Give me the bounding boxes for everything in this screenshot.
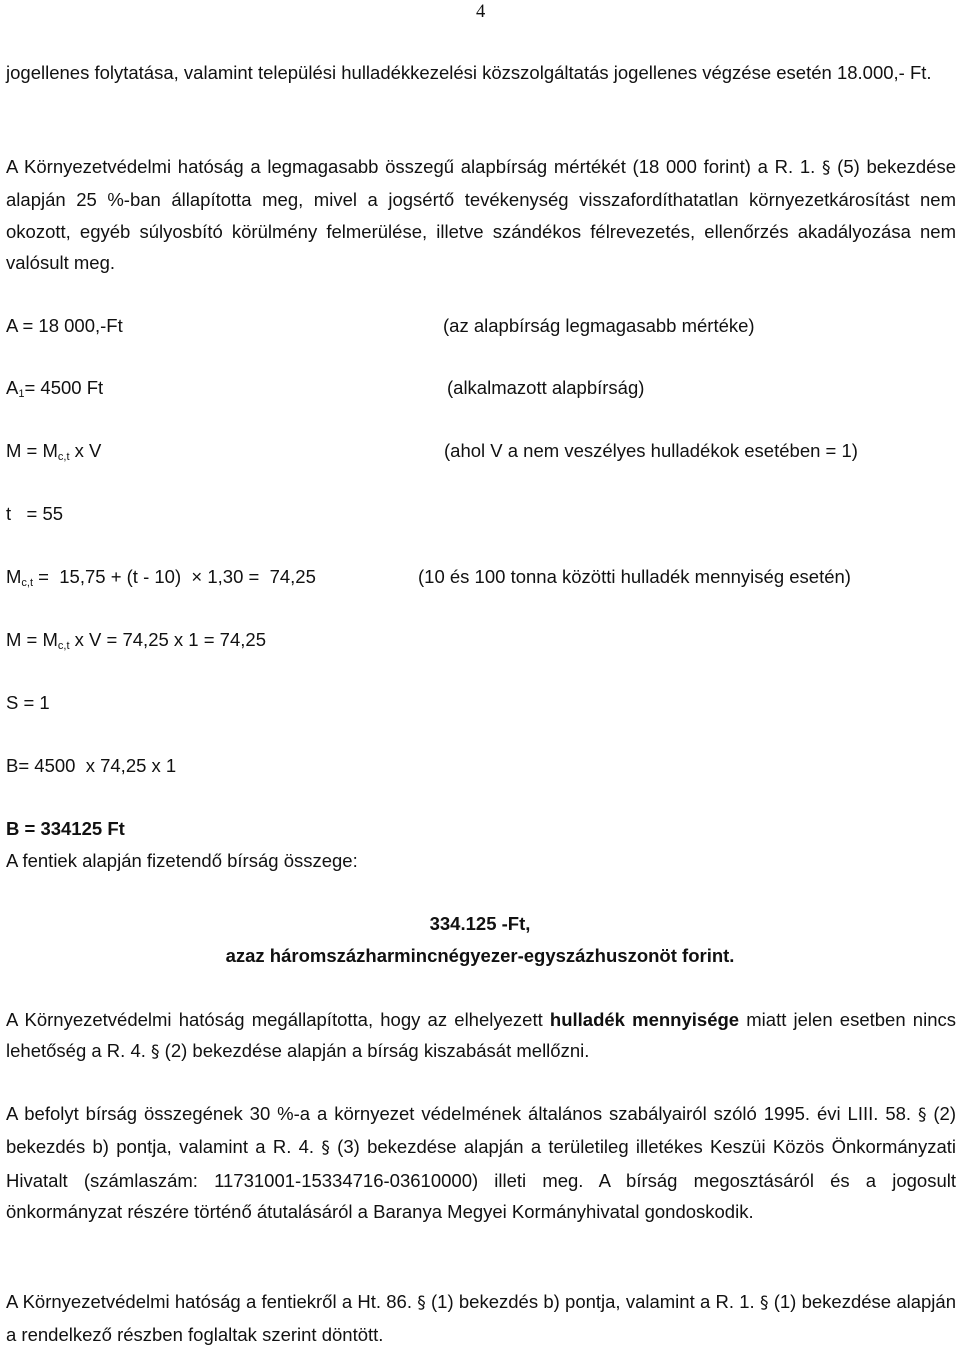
paragraph-2: [6, 151, 956, 278]
fentiek-line: [6, 850, 956, 876]
section-sign: §: [417, 1293, 426, 1313]
section-sign: §: [151, 1042, 160, 1063]
paragraph-1: jogellenes folytatása, valamint települési hulladékkezelési közszolgáltatás jogellenes végzése esetén 18.000,- Ft.: [6, 62, 932, 83]
formula-a-right: (az alapbírság legmagasabb mértéke): [443, 315, 755, 336]
formula-a1: [6, 377, 956, 403]
paragraph-4-text-b: (2) bekezdés b) pontja, valamint a R. 4.: [6, 1103, 957, 1158]
fentiek-text: A fentiek alapján fizetendő bírság összege:: [6, 850, 358, 871]
page-number: 4: [476, 2, 486, 22]
total-in-words: azaz háromszázharmincnégyezer-egyszázhuszonöt forint.: [225, 945, 735, 966]
formula-m2: [6, 629, 956, 655]
formula-a1-sub: 1: [18, 388, 25, 400]
formula-b-result: [6, 818, 956, 844]
paragraph-5-text-c: (1) bekezdése alapján a rendelkező részben foglaltak szerint döntött.: [6, 1291, 956, 1346]
formula-m-right: (ahol V a nem veszélyes hulladékok esetében = 1): [444, 440, 858, 461]
formula-s: [6, 692, 956, 718]
paragraph-5-text-a: A Környezetvédelmi hatóság a fentiekről a Ht. 86.: [6, 1291, 418, 1312]
formula-t-text: t = 55: [6, 503, 64, 524]
formula-m-left: [6, 440, 101, 462]
formula-m-sub: c,t: [57, 451, 70, 463]
formula-mct-right: (10 és 100 tonna közötti hulladék mennyiség esetén): [418, 566, 851, 587]
formula-b-result-text: B = 334125 Ft: [6, 818, 125, 839]
formula-m2-left: [6, 629, 266, 651]
paragraph-4: [6, 1098, 956, 1227]
paragraph-4-text-c: (3) bekezdése alapján a területileg illetékes Keszüi Közös Önkormányzati Hivatalt (számlaszám: 11731001-15334716-03610000) illeti meg. A bírság megosztásáról és a jogosult önkormányzat részére történő átutalásáról a Baranya Megyei Kormányhivatal gondoskodik.: [6, 1136, 956, 1222]
paragraph-3-text-c: (2) bekezdése alapján a bírság kiszabását mellőzni.: [159, 1040, 590, 1062]
paragraph-4-text-a: A befolyt bírság összegének 30 %-a a környezet védelmének általános szabályairól szóló 1995. évi LIII. 58.: [6, 1103, 918, 1124]
section-sign: §: [917, 1105, 927, 1125]
section-sign: §: [321, 1138, 330, 1159]
formula-mct-sub: c,t: [21, 577, 34, 589]
formula-m2-pre: M = M: [6, 629, 58, 650]
formula-mct-rest: = 15,75 + (t - 10) × 1,30 = 74,25: [33, 566, 316, 587]
paragraph-5-text-b: (1) bekezdés b) pontja, valamint a R. 1.: [425, 1291, 760, 1312]
paragraph-3-bold: hulladék mennyisége: [549, 1009, 740, 1030]
paragraph-2-text-a: A Környezetvédelmi hatóság a legmagasabb összegű alapbírság mértékét (18 000 forint) a R. 1.: [6, 156, 822, 177]
formula-mct: [6, 566, 956, 592]
section-sign: §: [821, 158, 831, 178]
formula-t: [6, 503, 956, 529]
formula-a: [6, 315, 956, 341]
formula-a1-base: A: [6, 377, 19, 398]
paragraph-3-text-b: miatt jelen esetben nincs lehetőség a R. 4.: [6, 1009, 956, 1062]
formula-m: [6, 440, 956, 466]
paragraph-2-text-b: (5) bekezdése alapján 25 %-ban állapította meg, mivel a jogsértő tevékenység visszafordíthatatlan környezetkárosítást nem okozott, egyéb súlyosbító körülmény felmerülése, illetve szándékos félrevezetés, ellenőrzés akadályozása nem valósult meg.: [6, 156, 956, 273]
formula-b: [6, 755, 956, 781]
formula-mct-left: [6, 566, 316, 588]
formula-m2-sub: c,t: [57, 640, 70, 652]
formula-a-left: A = 18 000,-Ft: [6, 315, 123, 336]
formula-mct-base: M: [6, 566, 22, 587]
formula-m-post: x V: [69, 440, 102, 461]
paragraph-5: [6, 1286, 956, 1351]
formula-a1-right: (alkalmazott alapbírság): [447, 377, 645, 398]
formula-s-text: S = 1: [6, 692, 50, 713]
formula-a1-rest: = 4500 Ft: [24, 377, 104, 398]
formula-b-text: B= 4500 x 74,25 x 1: [6, 755, 177, 776]
total-amount: 334.125 -Ft,: [429, 913, 531, 934]
formula-m-pre: M = M: [6, 440, 58, 461]
paragraph-3-text-a: A Környezetvédelmi hatóság megállapította, hogy az elhelyezett: [6, 1009, 550, 1030]
paragraph-3: [6, 1004, 956, 1069]
formula-m2-post: x V = 74,25 x 1 = 74,25: [69, 629, 266, 650]
formula-a1-left: [6, 377, 103, 399]
section-sign: §: [759, 1293, 769, 1313]
